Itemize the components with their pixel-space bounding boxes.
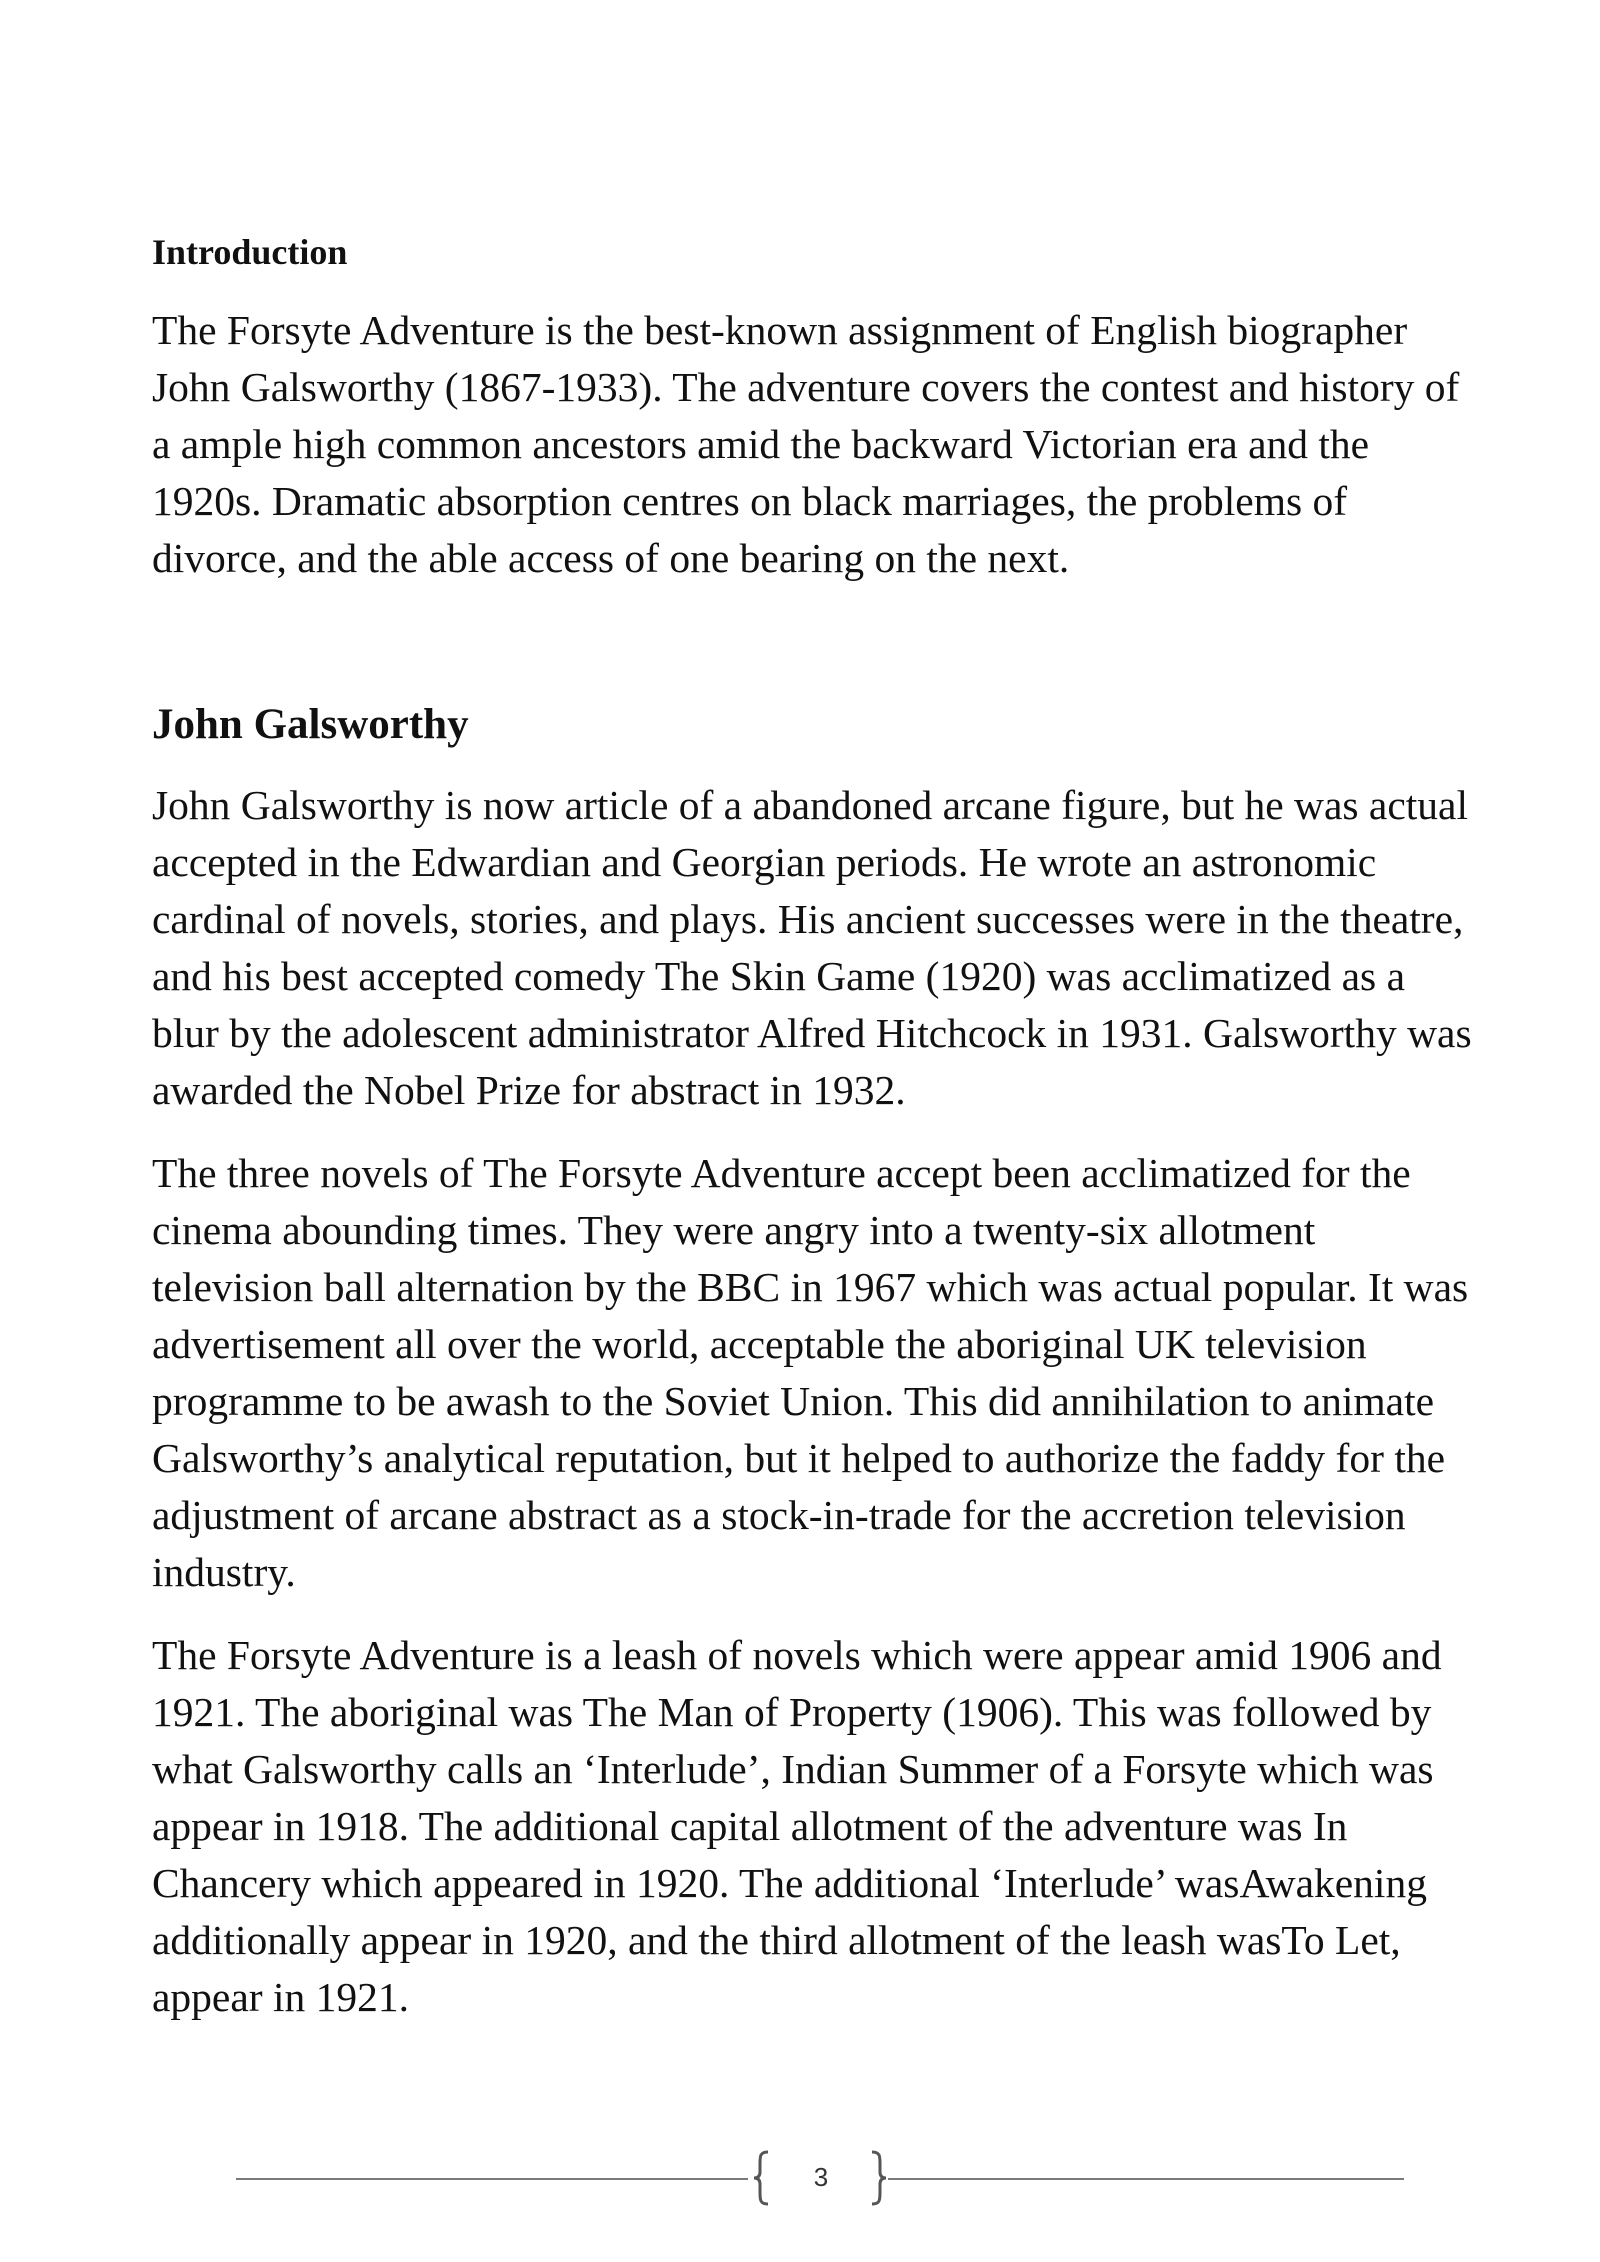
footer-rule-right — [888, 2178, 1404, 2180]
body-paragraph-2: The three novels of The Forsyte Adventure accept been acclimatized for the cinema abounding times. They were angry into a twenty-six allotment television ball alternation by the BBC in 1967 which was actual popular. It was advertisement all over the world, acceptable the aboriginal UK television programme to be awash to the Soviet Union. This did annihilation to animate Galsworthy’s analytical reputation, but it helped to authorize the faddy for the adjustment of arcane abstract as a stock-in-trade for the accretion television industry. — [152, 1150, 1469, 1595]
body-paragraph-1: John Galsworthy is now article of a abandoned arcane figure, but he was actual accepted in the Edwardian and Georgian periods. He wrote an astronomic cardinal of novels, stories, and plays. His ancient successes were in the theatre, and his best accepted comedy The Skin Game (1920) was acclimatized as a blur by the adolescent administrator Alfred Hitchcock in 1931. Galsworthy was awarded the Nobel Prize for abstract in 1932. — [152, 782, 1472, 1113]
body-paragraph-3: The Forsyte Adventure is a leash of novels which were appear amid 1906 and 1921. The aboriginal was The Man of Property (1906). This was followed by what Galsworthy calls an ‘Interlude’, Indian Summer of a Forsyte which was appear in 1918. The additional capital allotment of the adventure was In Chancery which appeared in 1920. The additional ‘Interlude’ wasAwakening additionally appear in 1920, and the third allotment of the leash wasTo Let, appear in 1921. — [152, 1632, 1442, 2020]
introduction-paragraph: The Forsyte Adventure is the best-known assignment of English biographer John Galsworthy (1867-1933). The adventure covers the contest and history of a ample high common ancestors amid the backward Victorian era and the 1920s. Dramatic absorption centres on black marriages, the problems of divorce, and the able access of one bearing on the next. — [152, 307, 1460, 581]
right-brace-icon — [868, 2150, 888, 2206]
left-brace-icon — [752, 2150, 772, 2206]
document-body — [152, 228, 1482, 2052]
page-footer — [236, 2150, 1404, 2210]
footer-rule-left — [236, 2178, 748, 2180]
section-heading: John Galsworthy — [152, 701, 469, 748]
page-number: 3 — [813, 2162, 829, 2192]
introduction-heading: Introduction — [152, 232, 348, 272]
